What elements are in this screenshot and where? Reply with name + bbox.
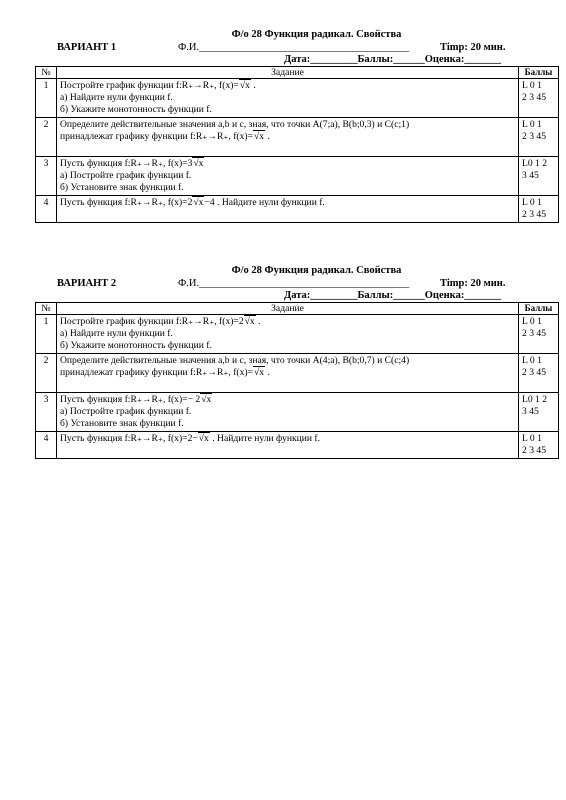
score-scale <box>519 354 559 393</box>
sqrt-symbol: √x <box>193 197 204 208</box>
score-line: 2 3 45 <box>522 328 546 339</box>
score-line: 2 3 45 <box>522 92 546 103</box>
sqrt-symbol: √x <box>254 131 265 142</box>
sqrt-symbol: √x <box>244 316 255 327</box>
variant-1-worksheet <box>35 28 558 223</box>
task-text <box>57 315 519 354</box>
task-number: 4 <box>36 196 57 223</box>
task-text <box>57 118 519 157</box>
task-number: 1 <box>36 79 57 118</box>
name-field: Ф.И.________________________________________ <box>178 42 410 53</box>
sqrt-symbol: √x <box>201 394 212 405</box>
task-number: 3 <box>36 393 57 432</box>
task-number: 3 <box>36 157 57 196</box>
tasks-table <box>35 66 559 223</box>
sqrt-argument: x <box>206 394 212 405</box>
task-line <box>60 433 515 445</box>
task-line-tail: . <box>265 131 270 142</box>
variant-label: ВАРИАНТ 1 <box>57 42 117 53</box>
task-text <box>57 432 519 459</box>
table-row <box>36 196 559 223</box>
task-line <box>60 367 515 379</box>
task-line-tail: . <box>265 367 270 378</box>
sqrt-argument: x <box>259 367 265 378</box>
score-line: 3 45 <box>522 406 539 417</box>
table-row <box>36 315 559 354</box>
score-line: 2 3 45 <box>522 367 546 378</box>
score-line: L 0 1 <box>522 119 542 130</box>
sqrt-argument: x <box>198 197 204 208</box>
score-header: Баллы <box>519 303 559 315</box>
num-header: № <box>36 303 57 315</box>
score-line: 3 45 <box>522 170 539 181</box>
table-row <box>36 79 559 118</box>
score-scale <box>519 157 559 196</box>
task-text <box>57 354 519 393</box>
header-line <box>35 277 558 290</box>
score-line: L 0 1 <box>522 316 542 327</box>
task-line: б) Укажите монотонность функции f. <box>60 104 212 115</box>
sqrt-symbol: √x <box>239 80 250 91</box>
sqrt-argument: x <box>259 131 265 142</box>
tasks-table <box>35 302 559 459</box>
sqrt-symbol: √x <box>254 367 265 378</box>
task-line: а) Найдите нули функции f. <box>60 92 173 103</box>
score-line: L 0 1 <box>522 433 542 444</box>
sqrt-argument: x <box>204 433 209 444</box>
task-number: 2 <box>36 118 57 157</box>
time-limit: Timp: 20 мин. <box>440 42 506 53</box>
sqrt-symbol: √x <box>193 158 204 169</box>
table-row <box>36 432 559 459</box>
score-line: L 0 1 <box>522 197 542 208</box>
table-row <box>36 393 559 432</box>
task-line-text: Постройте график функции f:R₊→R₊, f(x)=2 <box>60 316 244 327</box>
task-line-tail: . <box>250 80 256 91</box>
time-limit: Timp: 20 мин. <box>440 278 506 289</box>
task-text <box>57 393 519 432</box>
score-line: 2 3 45 <box>522 131 546 142</box>
date-score-line <box>35 54 558 66</box>
table-row <box>36 354 559 393</box>
score-scale <box>519 79 559 118</box>
task-line <box>60 158 515 170</box>
score-line: L0 1 2 <box>522 158 548 169</box>
score-line: L0 1 2 <box>522 394 548 405</box>
task-line-text: принадлежат графику функции f:R₊→R₊, f(x)= <box>60 367 254 378</box>
task-line: а) Постройте график функции f. <box>60 170 192 181</box>
date-score-line <box>35 290 558 302</box>
task-line-tail: . <box>255 316 261 327</box>
score-line: 2 3 45 <box>522 209 546 220</box>
task-line: б) Установите знак функции f. <box>60 182 184 193</box>
date-score-fields: Дата:_________Баллы:______Оценка:_______ <box>284 290 502 301</box>
num-header: № <box>36 67 57 79</box>
sqrt-argument: x <box>198 158 204 169</box>
task-line-text: принадлежат графику функции f:R₊→R₊, f(x)= <box>60 131 254 142</box>
task-line: Определите действительные значения a,b и c, зная, что точки A(4;a), B(b;0,7) и C(c;4) <box>60 355 410 366</box>
task-line-text: Пусть функция f:R₊→R₊, f(x)=2 <box>60 197 193 208</box>
task-line-text: Пусть функция f:R₊→R₊, f(x)=2− <box>60 433 198 444</box>
task-line: а) Постройте график функции f. <box>60 406 192 417</box>
task-text <box>57 79 519 118</box>
task-line <box>60 197 515 209</box>
task-header: Задание <box>57 303 519 315</box>
table-header-row <box>36 303 559 315</box>
header-line <box>35 41 558 54</box>
task-line-text: Пусть функция f:R₊→R₊, f(x)=3 <box>60 158 193 169</box>
variant-label: ВАРИАНТ 2 <box>57 278 117 289</box>
score-scale <box>519 315 559 354</box>
task-line: б) Установите знак функции f. <box>60 418 184 429</box>
worksheet-title: Ф/о 28 Функция радикал. Свойства <box>231 29 402 40</box>
score-line: 2 3 45 <box>522 445 546 456</box>
task-number: 1 <box>36 315 57 354</box>
task-line-tail: . Найдите нули функции f. <box>209 433 321 444</box>
name-field: Ф.И.________________________________________ <box>178 278 410 289</box>
score-scale <box>519 118 559 157</box>
task-line <box>60 80 515 92</box>
table-row <box>36 118 559 157</box>
task-header: Задание <box>57 67 519 79</box>
score-scale <box>519 393 559 432</box>
task-line: Определите действительные значения a,b и c, зная, что точки A(7;a), B(b;0,3) и C(c;1) <box>60 119 410 130</box>
task-line: б) Укажите монотонность функции f. <box>60 340 212 351</box>
score-line: L 0 1 <box>522 355 542 366</box>
variant-2-worksheet <box>35 264 558 459</box>
score-line: L 0 1 <box>522 80 542 91</box>
score-scale <box>519 196 559 223</box>
task-line <box>60 394 515 406</box>
sqrt-symbol: √x <box>198 433 209 444</box>
table-row <box>36 157 559 196</box>
task-text <box>57 157 519 196</box>
task-line-text: Пусть функция f:R₊→R₊, f(x)=− 2 <box>60 394 201 405</box>
task-line <box>60 316 515 328</box>
task-line <box>60 131 515 143</box>
worksheet-title: Ф/о 28 Функция радикал. Свойства <box>231 265 402 276</box>
date-score-fields: Дата:_________Баллы:______Оценка:_______ <box>284 54 502 65</box>
score-scale <box>519 432 559 459</box>
task-text <box>57 196 519 223</box>
task-number: 2 <box>36 354 57 393</box>
sqrt-argument: x <box>245 80 250 91</box>
task-line-text: Постройте график функции f:R₊→R₊, f(x)= <box>60 80 239 91</box>
task-number: 4 <box>36 432 57 459</box>
table-header-row <box>36 67 559 79</box>
task-line-tail: −4 . Найдите нули функции f. <box>204 197 325 208</box>
sqrt-argument: x <box>249 316 255 327</box>
task-line: а) Найдите нули функции f. <box>60 328 173 339</box>
score-header: Баллы <box>519 67 559 79</box>
